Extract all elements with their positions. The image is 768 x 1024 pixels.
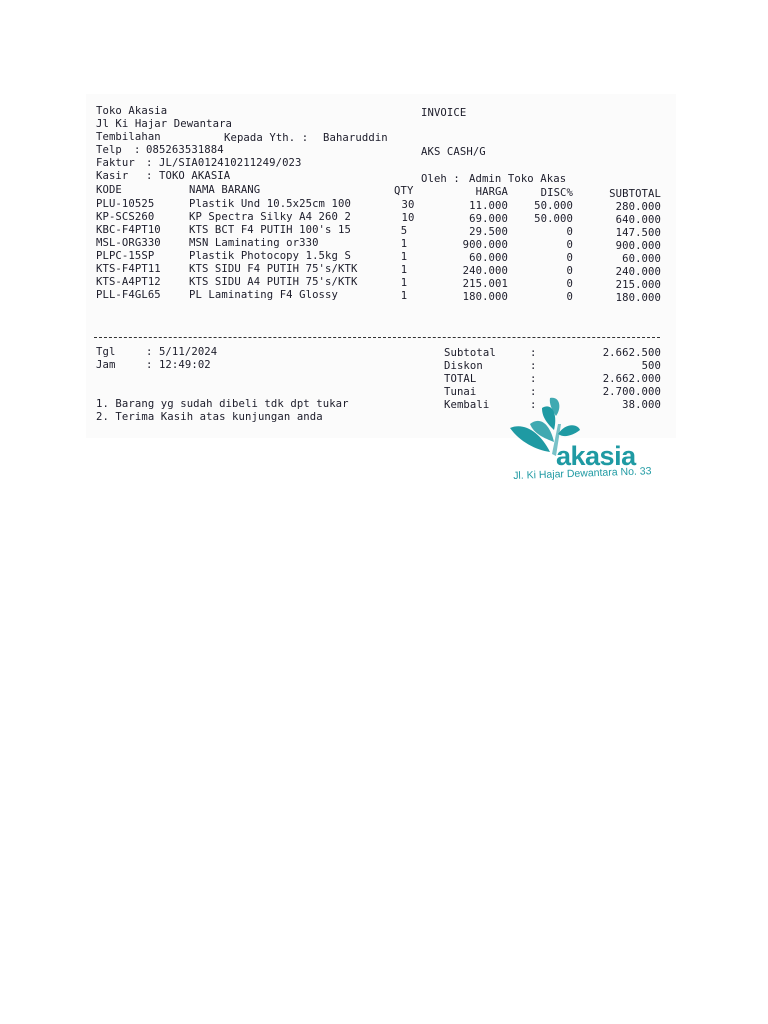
item-name: KP Spectra Silky A4 260 2 [189, 211, 351, 223]
item-qty: 1 [400, 251, 408, 263]
total-colon: : [530, 399, 537, 411]
total-label-subtotal: Subtotal [444, 347, 496, 359]
item-subtotal: 180.000 [615, 292, 661, 304]
stamp-brand-name: akasia [556, 441, 636, 471]
item-code: PLU-10525 [96, 198, 155, 210]
item-disc: 0 [566, 291, 573, 303]
item-code: KBC-F4PT10 [96, 224, 161, 236]
payment-method: AKS CASH/G [421, 146, 486, 158]
item-qty: 30 [401, 199, 415, 211]
item-code: PLL-F4GL65 [96, 289, 161, 301]
item-name: MSN Laminating or330 [189, 237, 319, 249]
total-value-discount: 500 [641, 360, 661, 372]
item-name: Plastik Photocopy 1.5kg S [189, 250, 351, 262]
item-code: KP-SCS260 [96, 211, 155, 223]
phone-colon: : [134, 144, 141, 156]
invoice-label: Faktur [96, 157, 135, 169]
item-disc: 0 [566, 278, 573, 290]
total-value-cash: 2.700.000 [602, 386, 661, 398]
item-subtotal: 240.000 [615, 266, 661, 278]
item-disc: 0 [566, 252, 573, 264]
total-label-change: Kembali [444, 399, 490, 411]
total-value-subtotal: 2.662.500 [602, 347, 661, 359]
total-value-total: 2.662.000 [602, 373, 661, 385]
item-name: KTS SIDU A4 PUTIH 75's/KTK [189, 276, 358, 288]
item-qty: 1 [400, 290, 408, 302]
item-disc: 50.000 [534, 213, 573, 225]
total-colon: : [530, 386, 537, 398]
cashier-label: Kasir [96, 170, 129, 182]
invoice-colon: : [146, 157, 153, 169]
document-title: INVOICE [421, 107, 467, 119]
item-price: 215.001 [462, 278, 508, 290]
dashed-divider [94, 337, 660, 338]
store-name: Toko Akasia [96, 105, 168, 117]
footer-note-2: 2. Terima Kasih atas kunjungan anda [96, 411, 323, 423]
total-colon: : [530, 360, 537, 372]
col-header-qty: QTY [394, 185, 414, 197]
item-code: PLPC-15SP [96, 250, 155, 262]
col-header-code: KODE [96, 184, 122, 196]
item-disc: 50.000 [534, 200, 573, 212]
item-subtotal: 280.000 [615, 201, 661, 213]
item-price: 11.000 [469, 200, 508, 212]
col-header-subtotal: SUBTOTAL [609, 188, 661, 200]
recipient-label: Kepada Yth. : [224, 132, 309, 144]
item-subtotal: 640.000 [615, 214, 661, 226]
store-phone: 085263531884 [146, 144, 224, 156]
total-colon: : [530, 347, 537, 359]
store-city: Tembilahan [96, 131, 161, 143]
invoice-number: JL/SIA012410211249/023 [159, 157, 302, 169]
item-price: 29.500 [469, 226, 508, 238]
item-qty: 10 [401, 212, 415, 224]
date-value: : 5/11/2024 [146, 346, 218, 358]
footer-note-1: 1. Barang yg sudah dibeli tdk dpt tukar [96, 398, 349, 410]
total-label-discount: Diskon [444, 360, 483, 372]
total-label-cash: Tunai [444, 386, 477, 398]
item-qty: 5 [400, 225, 408, 237]
recipient-name: Baharuddin [323, 132, 388, 144]
item-code: MSL-ORG330 [96, 237, 161, 249]
time-label: Jam [96, 359, 116, 371]
by-name: Admin Toko Akas [469, 173, 567, 185]
col-header-disc: DISC% [540, 187, 573, 199]
item-name: Plastik Und 10.5x25cm 100 [189, 198, 351, 210]
total-value-change: 38.000 [622, 399, 661, 411]
item-qty: 1 [400, 264, 408, 276]
col-header-price: HARGA [475, 186, 508, 198]
cashier-colon: : [146, 170, 153, 182]
item-subtotal: 900.000 [615, 240, 661, 252]
item-price: 69.000 [469, 213, 508, 225]
item-price: 60.000 [469, 252, 508, 264]
item-subtotal: 215.000 [615, 279, 661, 291]
item-disc: 0 [566, 239, 573, 251]
item-price: 180.000 [462, 291, 508, 303]
item-subtotal: 147.500 [615, 227, 661, 239]
col-header-name: NAMA BARANG [189, 184, 261, 196]
cashier-name: TOKO AKASIA [159, 170, 231, 182]
item-disc: 0 [566, 265, 573, 277]
item-price: 900.000 [462, 239, 508, 251]
item-qty: 1 [400, 238, 408, 250]
item-code: KTS-A4PT12 [96, 276, 161, 288]
item-price: 240.000 [462, 265, 508, 277]
store-address: Jl Ki Hajar Dewantara [96, 118, 233, 130]
item-code: KTS-F4PT11 [96, 263, 161, 275]
item-disc: 0 [566, 226, 573, 238]
phone-label: Telp [96, 144, 122, 156]
item-name: PL Laminating F4 Glossy [189, 289, 338, 301]
total-colon: : [530, 373, 537, 385]
date-label: Tgl [96, 346, 116, 358]
item-qty: 1 [400, 277, 408, 289]
item-name: KTS SIDU F4 PUTIH 75's/KTK [189, 263, 358, 275]
stamp-address: Jl. Ki Hajar Dewantara No. 33 [513, 465, 652, 482]
total-label-total: TOTAL [444, 373, 477, 385]
item-name: KTS BCT F4 PUTIH 100's 15 [189, 224, 351, 236]
by-label: Oleh : [421, 173, 460, 185]
item-subtotal: 60.000 [622, 253, 661, 265]
time-value: : 12:49:02 [146, 359, 211, 371]
